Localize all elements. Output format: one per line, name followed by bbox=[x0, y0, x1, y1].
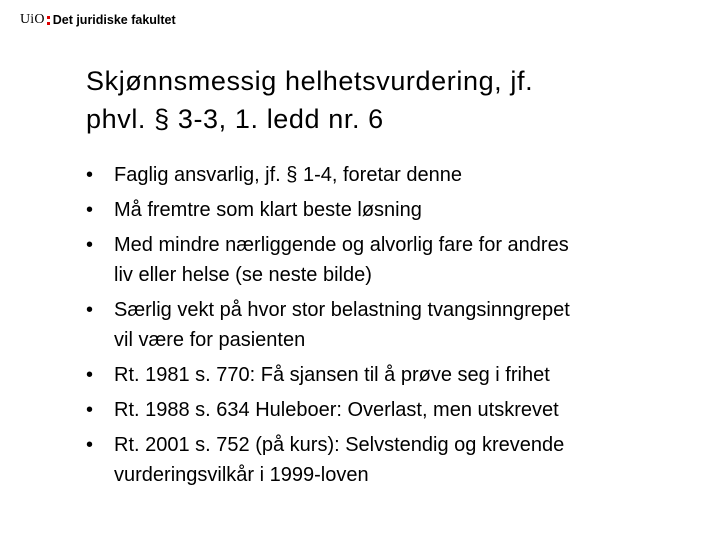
logo-uio-text: UiO bbox=[20, 12, 45, 27]
bullet-line: Med mindre nærliggende og alvorlig fare for andres bbox=[114, 234, 569, 256]
logo-faculty-name: Det juridiske fakultet bbox=[52, 13, 176, 27]
bullet-text bbox=[114, 195, 686, 225]
bullet-text bbox=[114, 160, 686, 190]
bullet-list bbox=[86, 160, 686, 495]
bullet-line: Rt. 1981 s. 770: Få sjansen til å prøve seg i frihet bbox=[114, 364, 550, 386]
bullet-item bbox=[86, 230, 686, 290]
bullet-marker: • bbox=[86, 234, 94, 256]
bullet-line-continued: vil være for pasienten bbox=[114, 329, 306, 351]
bullet-text bbox=[114, 295, 686, 355]
bullet-item bbox=[86, 430, 686, 490]
bullet-line: Rt. 1988 s. 634 Huleboer: Overlast, men utskrevet bbox=[114, 399, 559, 421]
bullet-line: Faglig ansvarlig, jf. § 1-4, foretar denne bbox=[114, 164, 462, 186]
bullet-line: Må fremtre som klart beste løsning bbox=[114, 199, 422, 221]
bullet-item bbox=[86, 295, 686, 355]
bullet-text bbox=[114, 395, 686, 425]
bullet-marker: • bbox=[86, 434, 94, 456]
slide-title-line-2: phvl. § 3-3, 1. ledd nr. 6 bbox=[86, 104, 384, 134]
bullet-marker: • bbox=[86, 364, 94, 386]
bullet-item bbox=[86, 395, 686, 425]
bullet-text bbox=[114, 360, 686, 390]
bullet-line: Rt. 2001 s. 752 (på kurs): Selvstendig og krevende bbox=[114, 434, 565, 456]
bullet-line-continued: vurderingsvilkår i 1999-loven bbox=[114, 464, 369, 486]
slide-title-line-1: Skjønnsmessig helhetsvurdering, jf. bbox=[86, 66, 534, 96]
logo-colon-mark bbox=[47, 12, 50, 28]
bullet-marker: • bbox=[86, 164, 94, 186]
bullet-item bbox=[86, 360, 686, 390]
bullet-marker: • bbox=[86, 299, 94, 321]
bullet-marker: • bbox=[86, 399, 94, 421]
bullet-text bbox=[114, 430, 686, 490]
bullet-marker: • bbox=[86, 199, 94, 221]
bullet-line: Særlig vekt på hvor stor belastning tvangsinngrepet bbox=[114, 299, 570, 321]
bullet-line-continued: liv eller helse (se neste bilde) bbox=[114, 264, 372, 286]
bullet-item bbox=[86, 160, 686, 190]
bullet-item bbox=[86, 195, 686, 225]
university-logo bbox=[20, 12, 176, 28]
slide-title bbox=[86, 62, 686, 138]
bullet-text bbox=[114, 230, 686, 290]
